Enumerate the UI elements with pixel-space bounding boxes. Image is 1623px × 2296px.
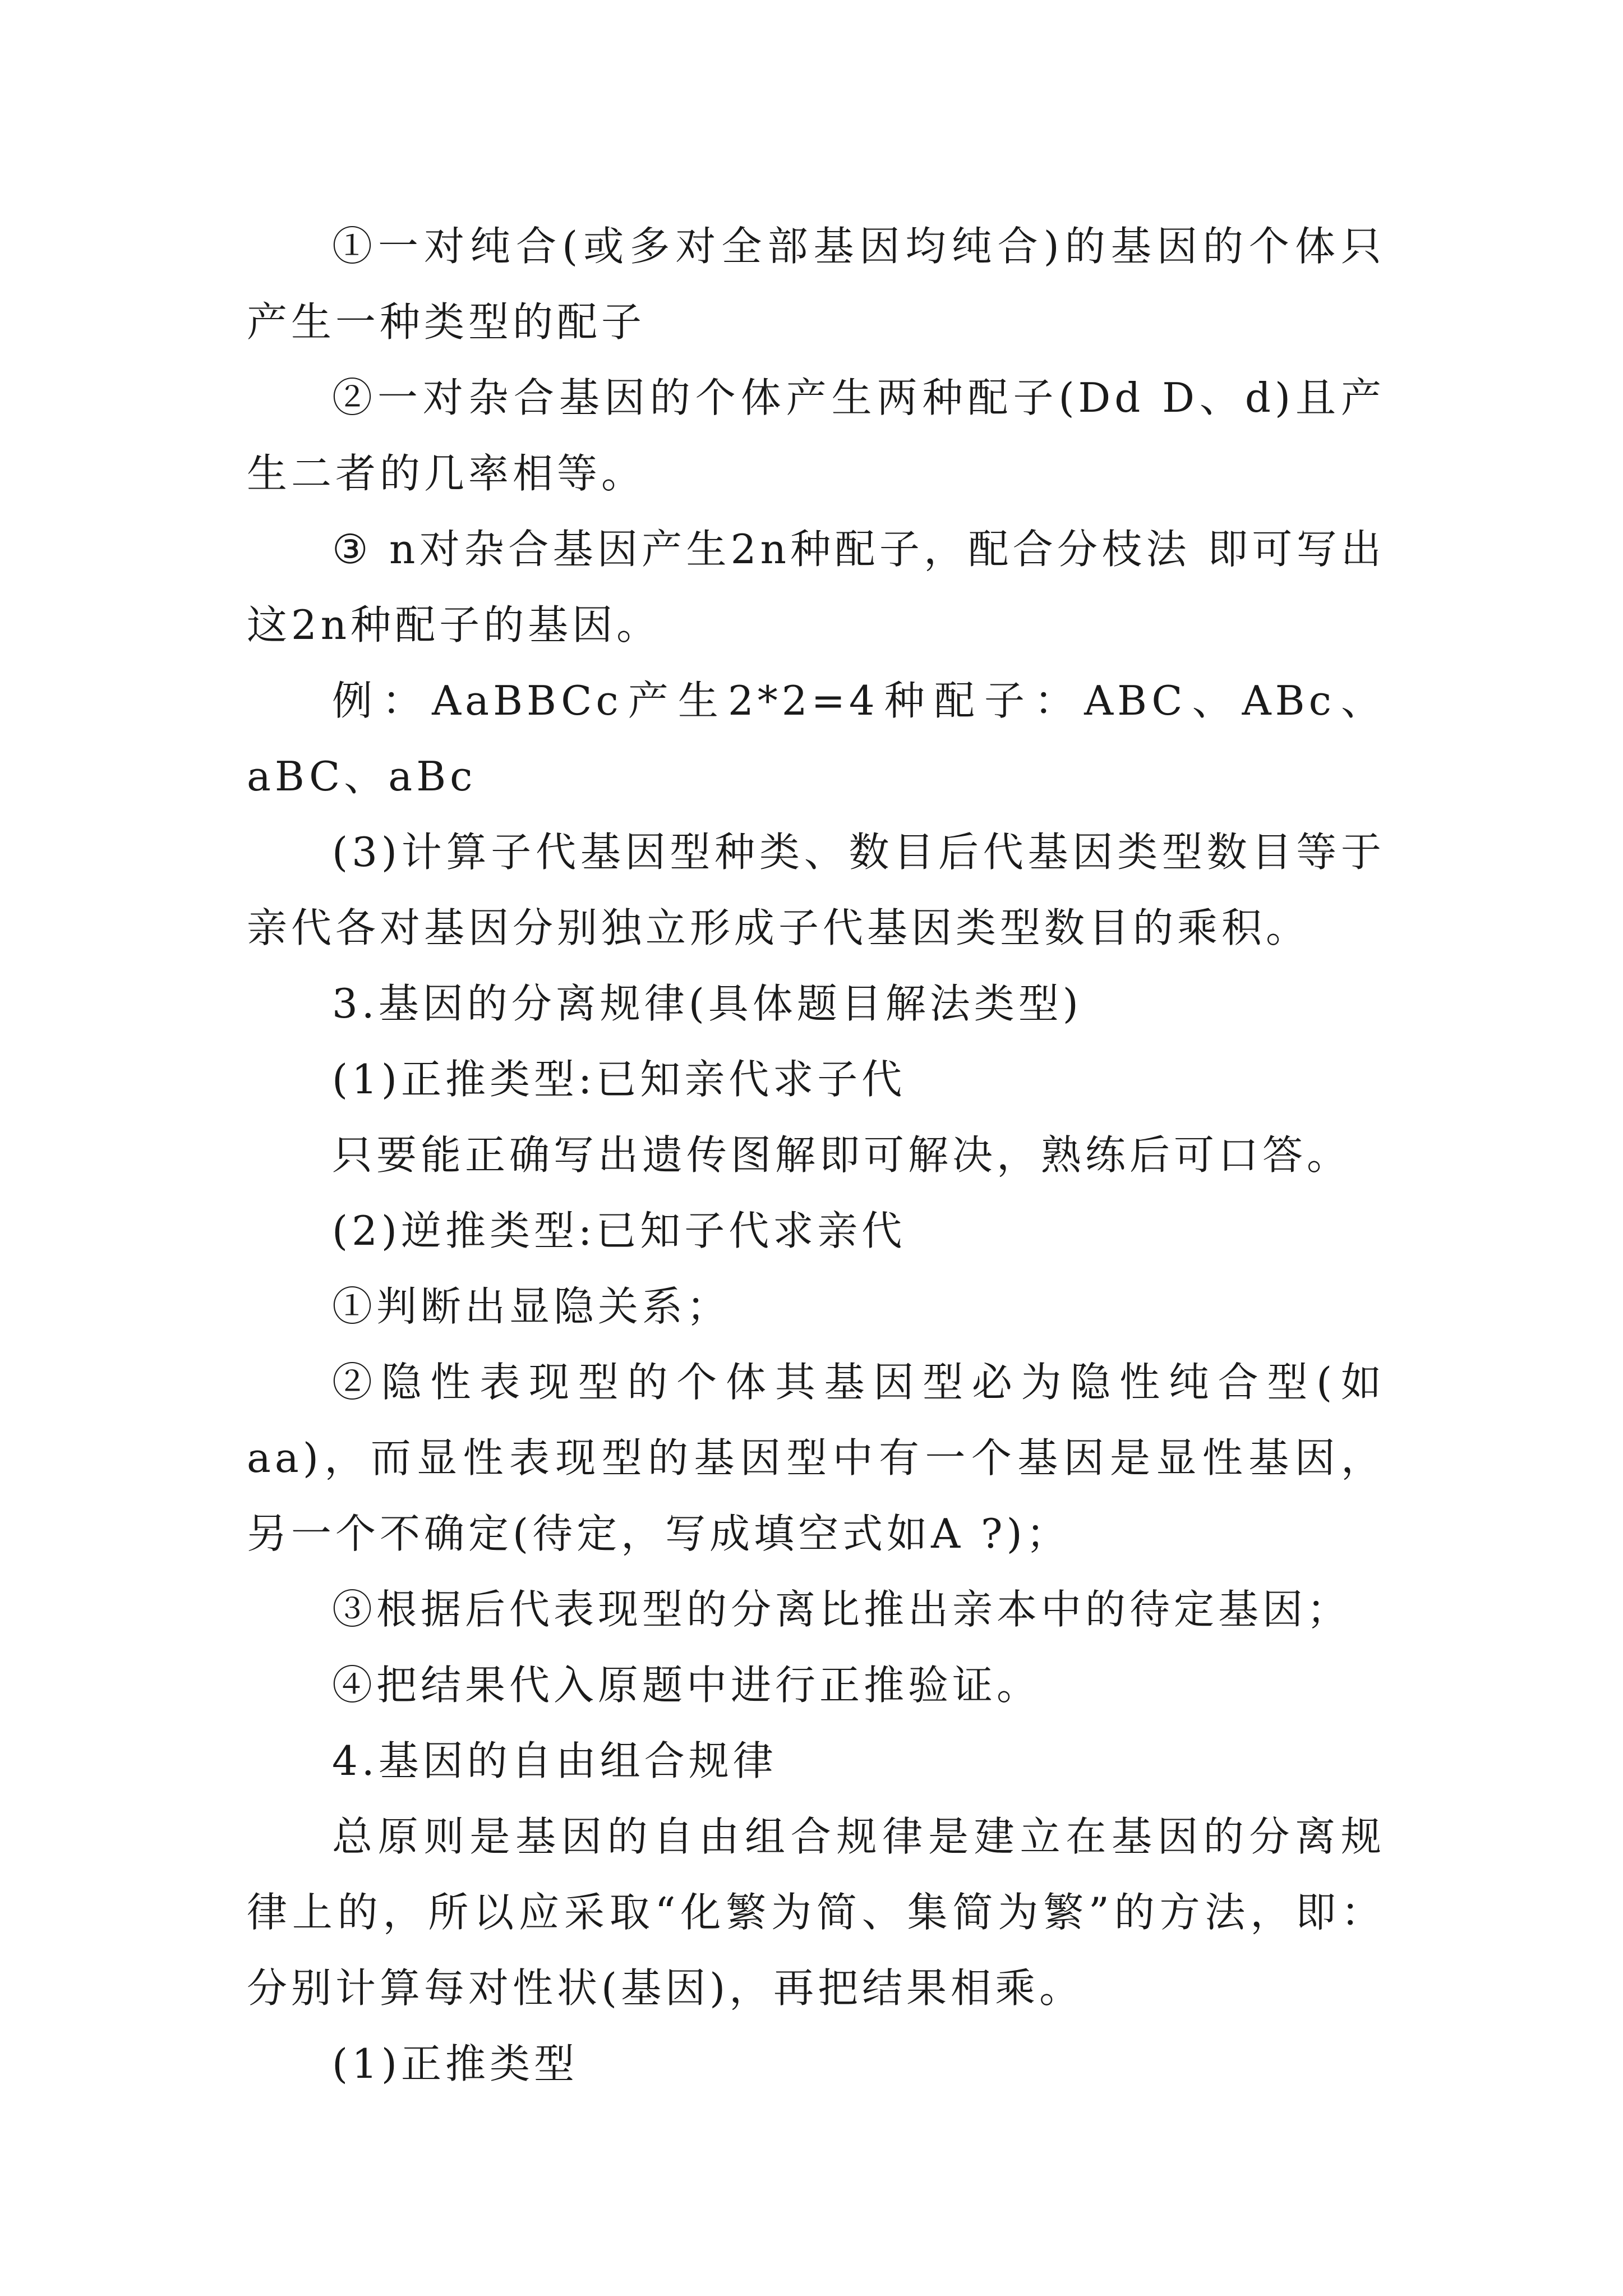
paragraph-reverse-step-3: ③根据后代表现型的分离比推出亲本中的待定基因； [332, 1586, 1352, 1633]
paragraph-reverse-step-2: ②隐性表现型的个体其基因型必为隐性纯合型(如aa)，而显性表现型的基因型中有一个基因是显性基因，另一个不确定(待定，写成填空式如A ?)； [247, 1359, 1385, 1557]
subheading-forward-type-2: (1)正推类型 [332, 2040, 578, 2087]
subheading-forward-type: (1)正推类型:已知亲代求子代 [332, 1056, 906, 1103]
paragraph-reverse-step-1: ①判断出显隐关系； [332, 1283, 731, 1330]
paragraph-gamete-homozygous: ①一对纯合(或多对全部基因均纯合)的基因的个体只产生一种类型的配子 [247, 223, 1385, 346]
subheading-reverse-type: (2)逆推类型:已知子代求亲代 [332, 1207, 906, 1254]
paragraph-reverse-step-4: ④把结果代入原题中进行正推验证。 [332, 1662, 1041, 1709]
paragraph-gamete-n-pairs: ③ n对杂合基因产生2n种配子，配合分枝法 即可写出这2n种配子的基因。 [247, 526, 1385, 648]
document-body [247, 209, 1385, 2102]
paragraph-forward-method: 只要能正确写出遗传图解即可解决，熟练后可口答。 [332, 1131, 1352, 1179]
paragraph-general-principle: 总原则是基因的自由组合规律是建立在基因的分离规律上的，所以应采取“化繁为简、集简为繁”的方法，即：分别计算每对性状(基因)，再把结果相乘。 [247, 1813, 1385, 2012]
paragraph-gamete-heterozygous: ②一对杂合基因的个体产生两种配子(Dd D、d)且产生二者的几率相等。 [247, 374, 1385, 497]
section-heading-independent-assortment: 4.基因的自由组合规律 [332, 1737, 777, 1784]
section-heading-segregation-law: 3.基因的分离规律(具体题目解法类型) [332, 980, 1082, 1027]
paragraph-offspring-genotype-count: (3)计算子代基因型种类、数目后代基因类型数目等于亲代各对基因分别独立形成子代基因类型数目的乘积。 [247, 829, 1385, 951]
paragraph-example: 例：AaBBCc产生2*2=4种配子：ABC、ABc、aBC、aBc [247, 677, 1385, 800]
